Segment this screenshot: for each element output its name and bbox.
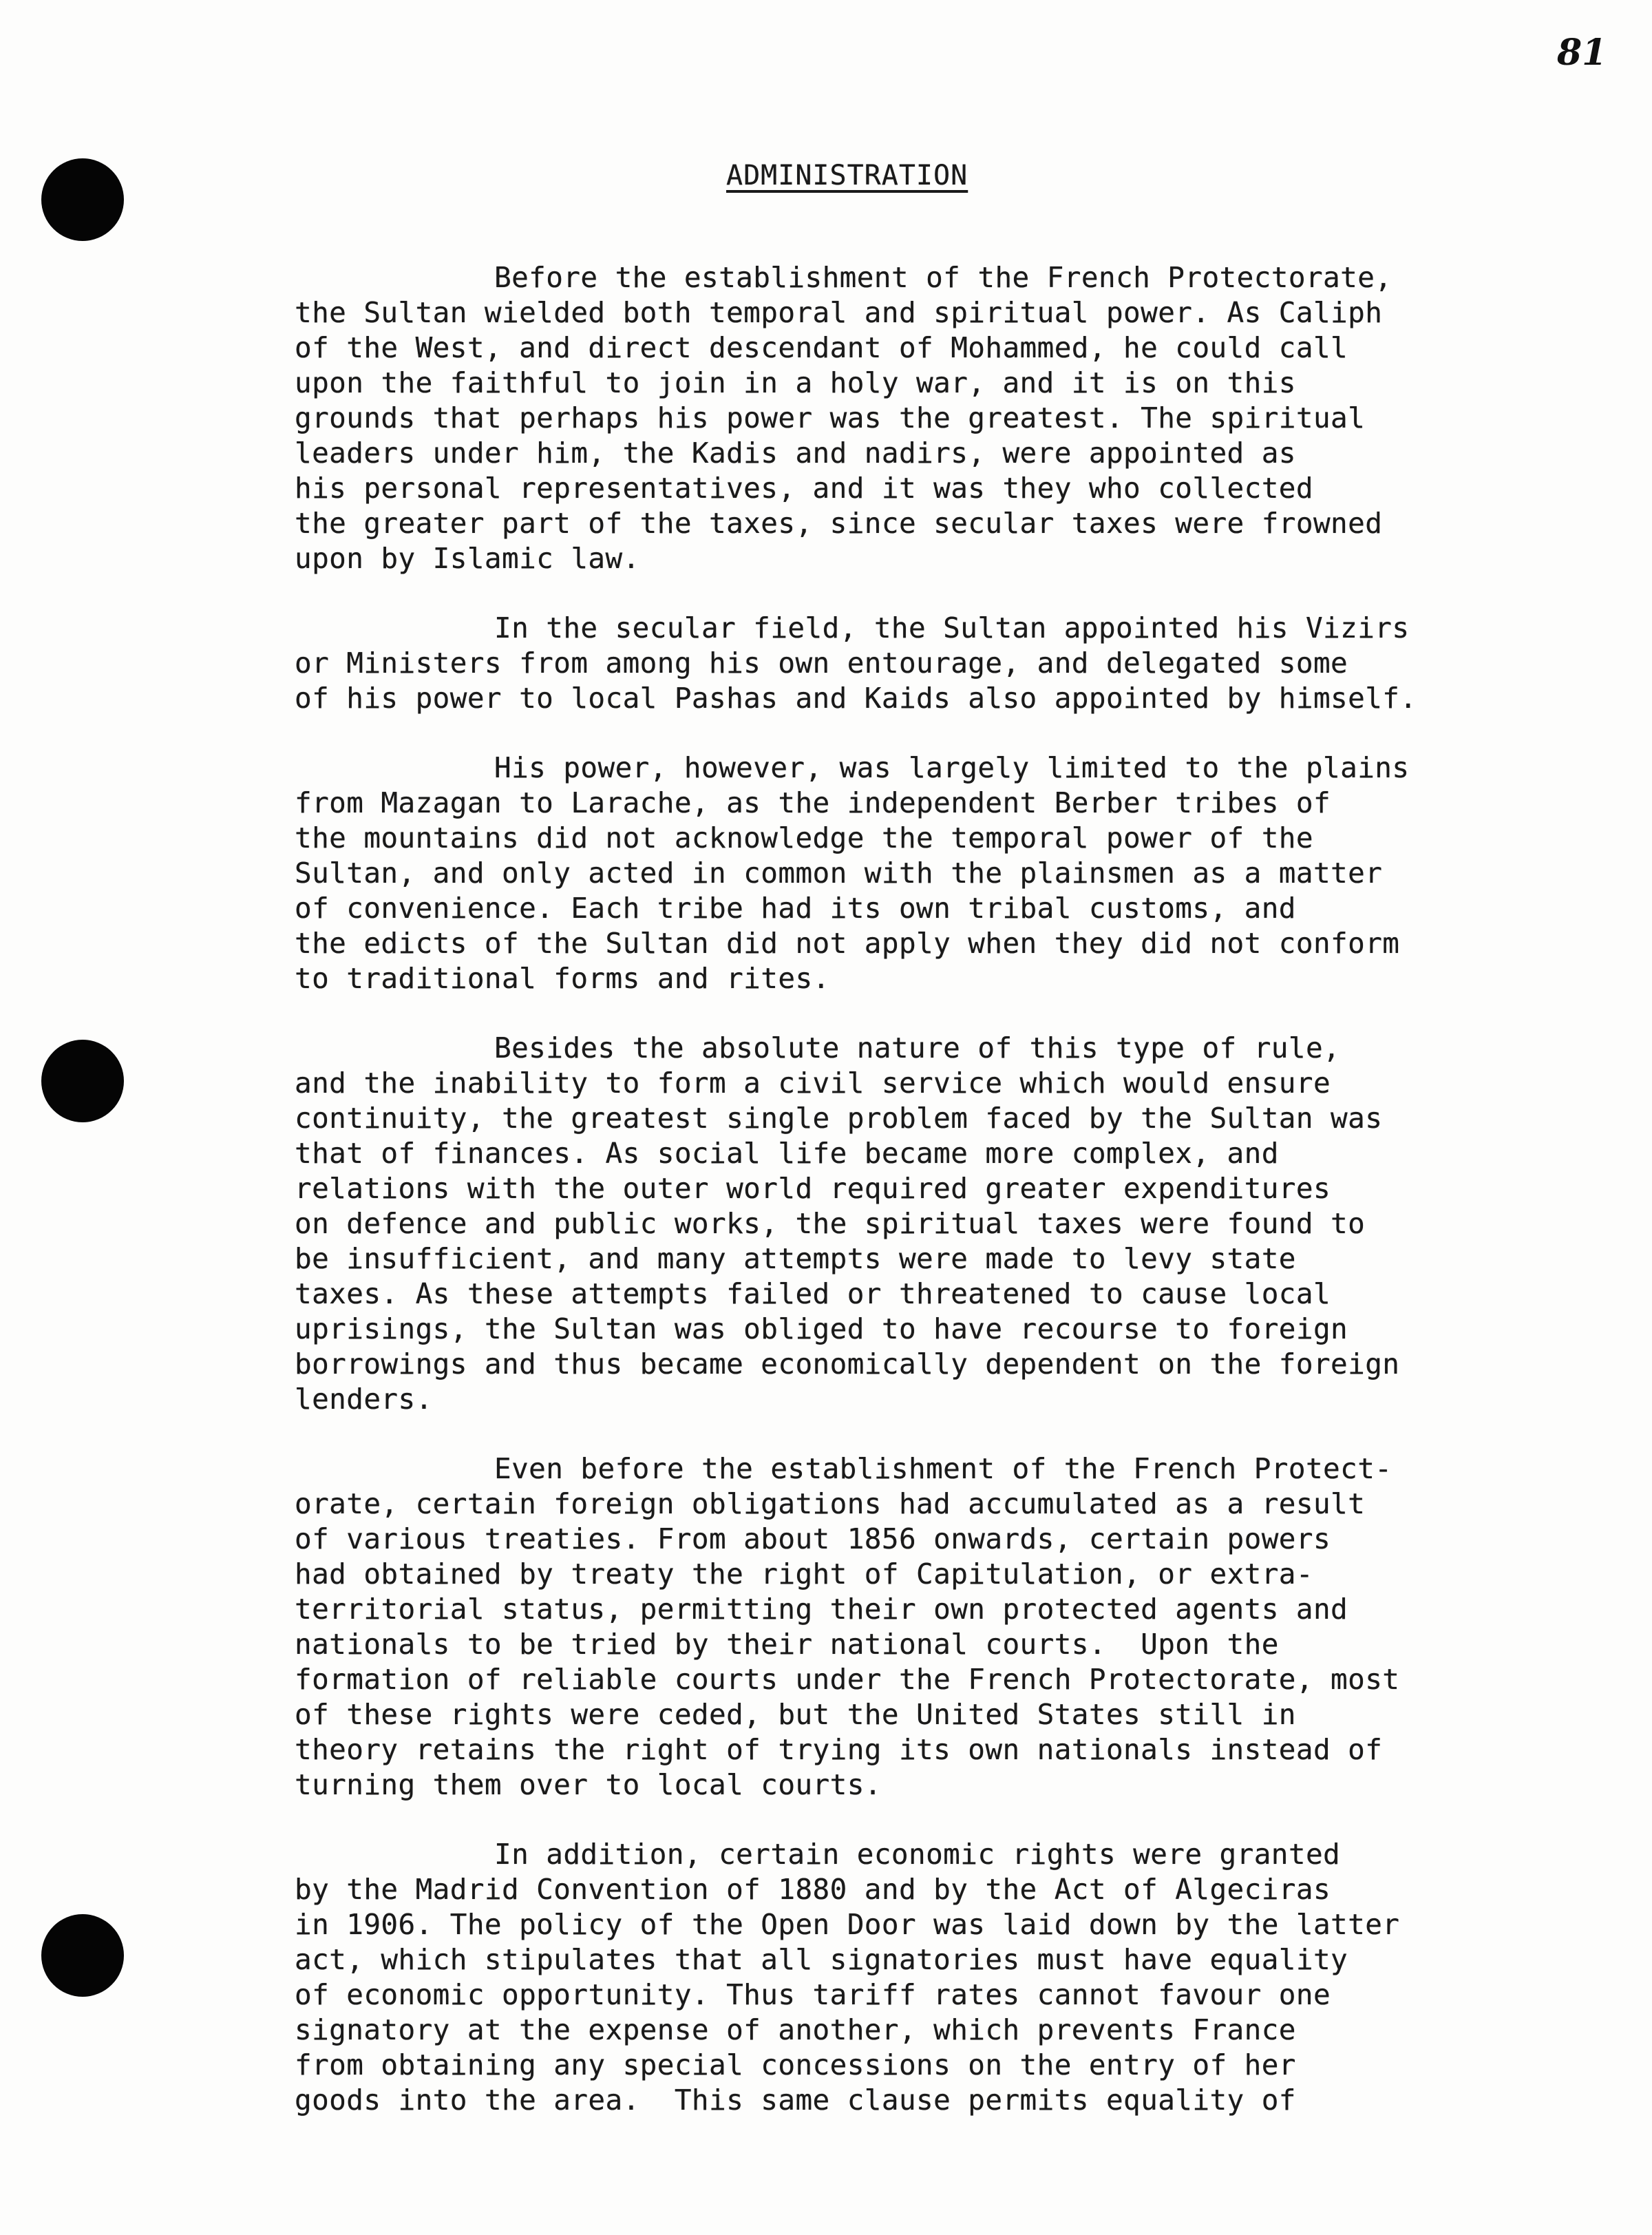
text-line: His power, however, was largely limited to the plains <box>494 751 1410 784</box>
text-line: to traditional forms and rites. <box>295 962 830 995</box>
text-line: the mountains did not acknowledge the temporal power of the <box>295 821 1313 854</box>
text-line: that of finances. As social life became more complex, and <box>295 1137 1279 1170</box>
text-line: uprisings, the Sultan was obliged to have recourse to foreign <box>295 1312 1348 1345</box>
text-line: taxes. As these attempts failed or threatened to cause local <box>295 1277 1331 1310</box>
text-line: leaders under him, the Kadis and nadirs, were appointed as <box>295 437 1296 470</box>
text-line: in 1906. The policy of the Open Door was laid down by the latter <box>295 1908 1400 1941</box>
text-line: from obtaining any special concessions on the entry of her <box>295 2048 1296 2081</box>
text-line: orate, certain foreign obligations had accumulated as a result <box>295 1487 1366 1520</box>
page-number: 81 <box>1557 32 1607 74</box>
text-line: of these rights were ceded, but the United States still in <box>295 1698 1296 1731</box>
text-line: on defence and public works, the spiritual taxes were found to <box>295 1207 1366 1240</box>
text-line: turning them over to local courts. <box>295 1768 882 1801</box>
text-line: theory retains the right of trying its own nationals instead of <box>295 1733 1383 1766</box>
text-line: signatory at the expense of another, which prevents France <box>295 2013 1296 2046</box>
text-line: grounds that perhaps his power was the greatest. The spiritual <box>295 401 1366 434</box>
text-line: by the Madrid Convention of 1880 and by the Act of Algeciras <box>295 1873 1331 1906</box>
text-line: Sultan, and only acted in common with the plainsmen as a matter <box>295 857 1383 890</box>
text-line: the Sultan wielded both temporal and spiritual power. As Caliph <box>295 296 1383 329</box>
text-line: continuity, the greatest single problem faced by the Sultan was <box>295 1102 1383 1135</box>
punch-hole-bottom <box>41 1914 124 1997</box>
paragraph-6 <box>295 1837 1644 2118</box>
text-line: borrowings and thus became economically dependent on the foreign <box>295 1347 1400 1381</box>
text-line: the edicts of the Sultan did not apply when they did not conform <box>295 927 1400 960</box>
text-line: from Mazagan to Larache, as the independent Berber tribes of <box>295 786 1331 819</box>
punch-hole-middle <box>41 1040 124 1122</box>
paragraph-1 <box>295 260 1644 576</box>
text-line: of his power to local Pashas and Kaids also appointed by himself. <box>295 682 1417 715</box>
text-line: upon the faithful to join in a holy war, and it is on this <box>295 366 1296 399</box>
text-line: of convenience. Each tribe had its own tribal customs, and <box>295 892 1296 925</box>
text-line: had obtained by treaty the right of Capitulation, or extra- <box>295 1557 1313 1591</box>
text-line: and the inability to form a civil service which would ensure <box>295 1067 1331 1100</box>
text-line: In addition, certain economic rights were granted <box>494 1838 1341 1871</box>
punch-hole-top <box>41 158 124 241</box>
text-line: formation of reliable courts under the French Protectorate, most <box>295 1663 1400 1696</box>
text-line: of the West, and direct descendant of Mohammed, he could call <box>295 331 1348 364</box>
text-line: of various treaties. From about 1856 onwards, certain powers <box>295 1522 1331 1555</box>
text-line: nationals to be tried by their national courts. Upon the <box>295 1628 1279 1661</box>
text-line: the greater part of the taxes, since secular taxes were frowned <box>295 507 1383 540</box>
text-line: In the secular field, the Sultan appointed his Vizirs <box>494 611 1410 644</box>
section-heading: ADMINISTRATION <box>726 160 968 191</box>
text-line: goods into the area. This same clause permits equality of <box>295 2084 1296 2117</box>
text-line: territorial status, permitting their own protected agents and <box>295 1593 1348 1626</box>
text-line: of economic opportunity. Thus tariff rates cannot favour one <box>295 1978 1331 2011</box>
paragraph-5 <box>295 1451 1644 1803</box>
paragraph-3 <box>295 751 1644 996</box>
text-line: his personal representatives, and it was they who collected <box>295 472 1313 505</box>
text-line: or Ministers from among his own entourage, and delegated some <box>295 647 1348 680</box>
paragraph-4 <box>295 1031 1644 1417</box>
text-line: relations with the outer world required greater expenditures <box>295 1172 1331 1205</box>
text-line: Even before the establishment of the French Protect- <box>494 1452 1392 1485</box>
body-text <box>295 260 1644 2152</box>
paragraph-2 <box>295 611 1644 716</box>
text-line: Besides the absolute nature of this type of rule, <box>494 1031 1341 1064</box>
text-line: act, which stipulates that all signatories must have equality <box>295 1943 1348 1976</box>
text-line: Before the establishment of the French Protectorate, <box>494 261 1392 294</box>
text-line: lenders. <box>295 1383 433 1416</box>
text-line: be insufficient, and many attempts were made to levy state <box>295 1242 1296 1275</box>
text-line: upon by Islamic law. <box>295 542 640 575</box>
